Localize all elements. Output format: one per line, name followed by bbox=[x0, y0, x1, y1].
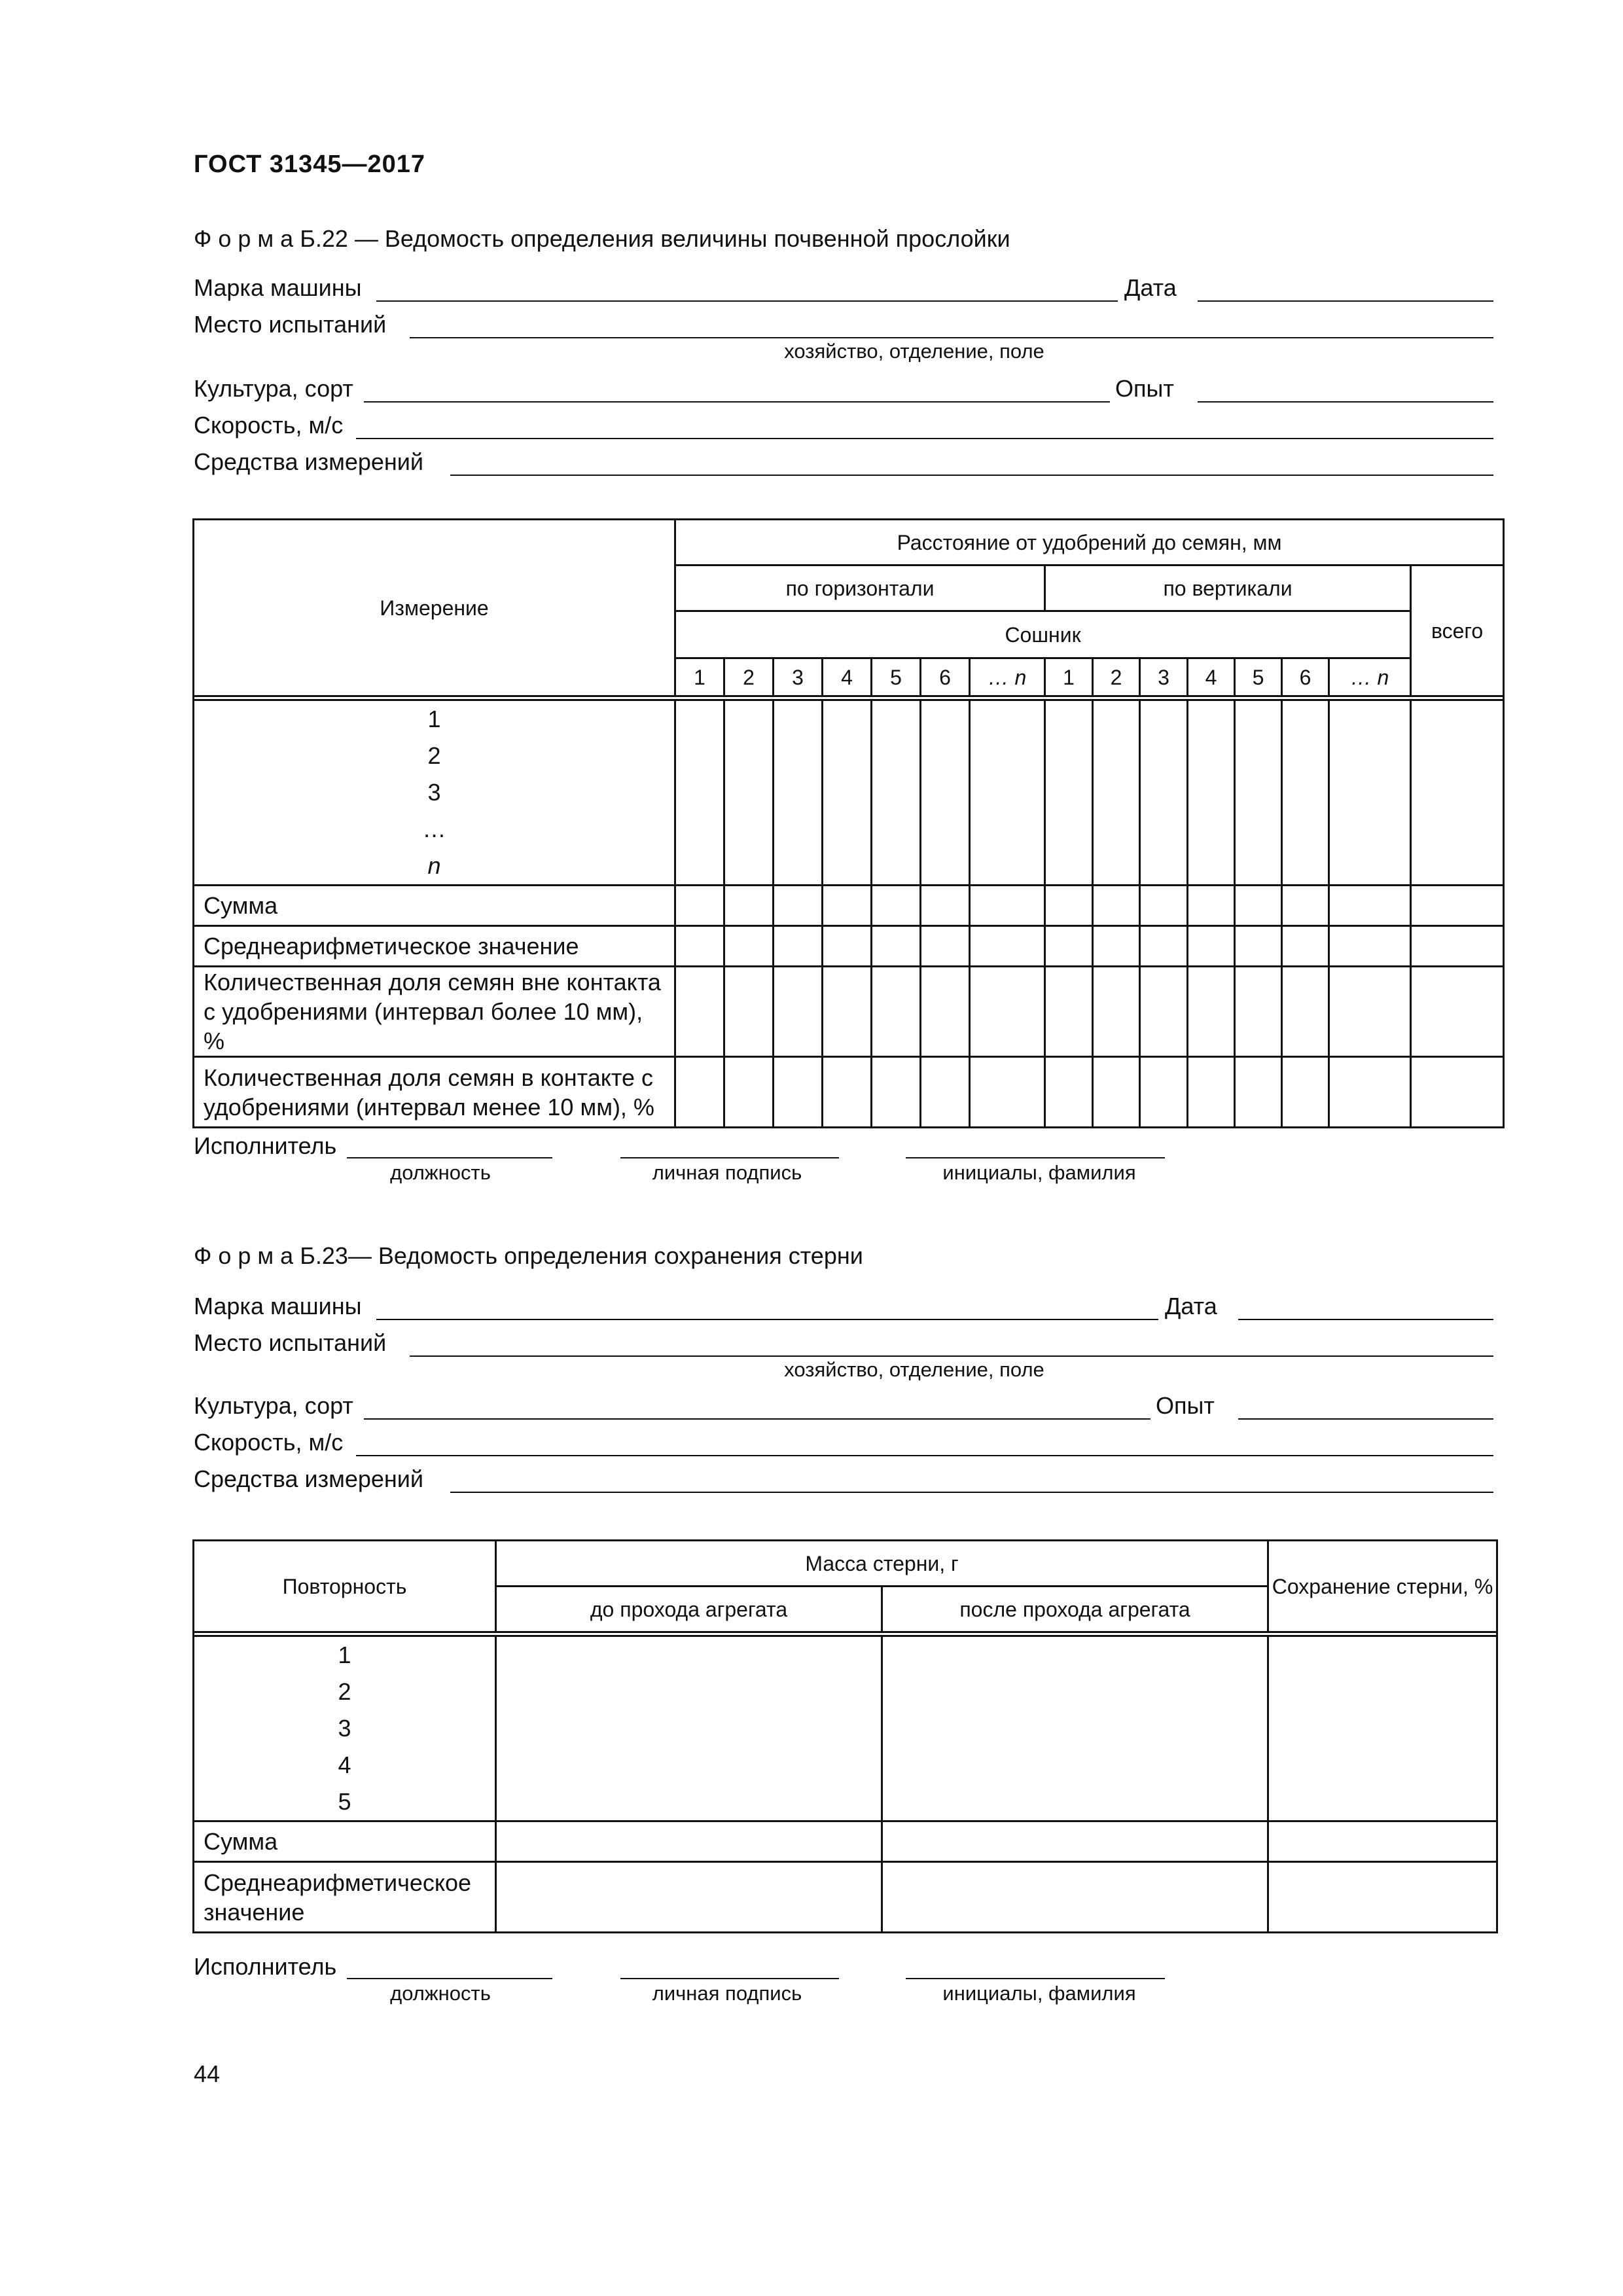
soil-layer-table bbox=[192, 518, 1505, 1128]
place-field-line[interactable] bbox=[410, 1355, 1493, 1357]
experiment-label: Опыт bbox=[1115, 375, 1174, 402]
input-cell[interactable] bbox=[1188, 886, 1235, 926]
input-cell[interactable] bbox=[496, 1821, 882, 1862]
speed-field-line[interactable] bbox=[356, 1455, 1493, 1456]
column-number: 1 bbox=[675, 658, 724, 696]
date-field-line[interactable] bbox=[1198, 300, 1493, 302]
input-cell[interactable] bbox=[823, 926, 872, 967]
instruments-field-line[interactable] bbox=[450, 1492, 1493, 1493]
culture-label: Культура, сорт bbox=[194, 375, 353, 402]
input-cell[interactable] bbox=[496, 1636, 882, 1821]
input-cell[interactable] bbox=[1188, 926, 1235, 967]
input-cell[interactable] bbox=[1093, 926, 1140, 967]
input-cell[interactable] bbox=[1140, 926, 1188, 967]
preserve-header: Сохранение стерни, % bbox=[1268, 1541, 1497, 1632]
input-cell[interactable] bbox=[921, 1057, 970, 1128]
row-number: 3 bbox=[427, 779, 441, 806]
stubble-table bbox=[192, 1539, 1498, 1933]
signature-caption: личная подпись bbox=[652, 1161, 802, 1184]
mean-row-label: Среднеарифметическое значение bbox=[194, 1862, 496, 1933]
name-caption: инициалы, фамилия bbox=[942, 1161, 1136, 1184]
input-cell[interactable] bbox=[1329, 926, 1411, 967]
row-number: n bbox=[427, 852, 441, 879]
input-cell[interactable] bbox=[882, 1821, 1268, 1862]
horizontal-header: по горизонтали bbox=[675, 565, 1045, 611]
input-cell[interactable] bbox=[774, 967, 823, 1057]
speed-label: Скорость, м/с bbox=[194, 412, 344, 439]
input-cell[interactable] bbox=[970, 967, 1045, 1057]
input-cell[interactable] bbox=[970, 886, 1045, 926]
column-number: 5 bbox=[872, 658, 921, 696]
machine-label: Марка машины bbox=[194, 1293, 362, 1319]
date-label: Дата bbox=[1165, 1293, 1217, 1319]
vertical-header: по вертикали bbox=[1045, 565, 1411, 611]
input-cell[interactable] bbox=[675, 926, 724, 967]
input-cell[interactable] bbox=[921, 926, 970, 967]
input-cell[interactable] bbox=[970, 700, 1045, 886]
position-line[interactable] bbox=[347, 1978, 552, 1979]
culture-field-line[interactable] bbox=[364, 401, 1110, 403]
input-cell[interactable] bbox=[1411, 1057, 1504, 1128]
input-cell[interactable] bbox=[1093, 886, 1140, 926]
executor-label: Исполнитель bbox=[194, 1953, 337, 1980]
executor-label: Исполнитель bbox=[194, 1132, 337, 1159]
input-cell[interactable] bbox=[1329, 886, 1411, 926]
place-field-line[interactable] bbox=[410, 337, 1493, 338]
input-cell[interactable] bbox=[882, 1636, 1268, 1821]
input-cell[interactable] bbox=[823, 967, 872, 1057]
instruments-label: Средства измерений bbox=[194, 448, 424, 475]
column-number: 2 bbox=[724, 658, 774, 696]
input-cell[interactable] bbox=[1188, 700, 1235, 886]
inside-contact-row-label: Количественная доля семян в контакте с удобрениями (интервал менее 10 мм), % bbox=[194, 1057, 675, 1128]
input-cell[interactable] bbox=[774, 886, 823, 926]
machine-field-line[interactable] bbox=[376, 300, 1118, 302]
input-cell[interactable] bbox=[1093, 700, 1140, 886]
input-cell[interactable] bbox=[921, 886, 970, 926]
name-line[interactable] bbox=[906, 1978, 1165, 1979]
repeat-header: Повторность bbox=[194, 1541, 496, 1632]
instruments-field-line[interactable] bbox=[450, 475, 1493, 476]
row-number: 2 bbox=[338, 1678, 351, 1705]
input-cell[interactable] bbox=[1045, 967, 1093, 1057]
date-label: Дата bbox=[1124, 274, 1177, 301]
total-header: всего bbox=[1411, 565, 1504, 696]
page-number: 44 bbox=[194, 2060, 221, 2087]
machine-label: Марка машины bbox=[194, 274, 362, 301]
input-cell[interactable] bbox=[1411, 967, 1504, 1057]
speed-label: Скорость, м/с bbox=[194, 1429, 344, 1456]
before-header: до прохода агрегата bbox=[496, 1587, 882, 1632]
row-number: 1 bbox=[427, 706, 441, 732]
column-number: 4 bbox=[1188, 658, 1235, 696]
input-cell[interactable] bbox=[823, 886, 872, 926]
repeat-numbers-cell bbox=[194, 1636, 496, 1821]
row-number: 2 bbox=[427, 742, 441, 769]
outside-contact-row-label: Количественная доля семян вне контакта с удобрениями (интервал более 10 мм), % bbox=[194, 967, 675, 1057]
input-cell[interactable] bbox=[872, 886, 921, 926]
measure-header: Измерение bbox=[194, 520, 675, 696]
input-cell[interactable] bbox=[921, 967, 970, 1057]
row-number: 3 bbox=[338, 1715, 351, 1742]
place-label: Место испытаний bbox=[194, 311, 387, 338]
input-cell[interactable] bbox=[872, 967, 921, 1057]
measurement-numbers-cell bbox=[194, 700, 675, 886]
machine-field-line[interactable] bbox=[376, 1319, 1158, 1320]
input-cell[interactable] bbox=[1282, 967, 1329, 1057]
input-cell[interactable] bbox=[724, 1057, 774, 1128]
mean-row-label: Среднеарифметическое значение bbox=[194, 926, 675, 967]
column-number: 1 bbox=[1045, 658, 1093, 696]
input-cell[interactable] bbox=[675, 967, 724, 1057]
column-number: … n bbox=[1329, 658, 1411, 696]
column-number: 5 bbox=[1235, 658, 1282, 696]
input-cell[interactable] bbox=[774, 1057, 823, 1128]
input-cell[interactable] bbox=[724, 700, 774, 886]
place-hint: хозяйство, отделение, поле bbox=[784, 340, 1044, 363]
input-cell[interactable] bbox=[675, 886, 724, 926]
input-cell[interactable] bbox=[1140, 967, 1188, 1057]
input-cell[interactable] bbox=[1235, 926, 1282, 967]
input-cell[interactable] bbox=[872, 700, 921, 886]
position-caption: должность bbox=[390, 1982, 491, 2005]
input-cell[interactable] bbox=[872, 1057, 921, 1128]
input-cell[interactable] bbox=[1268, 1636, 1497, 1821]
input-cell[interactable] bbox=[1268, 1862, 1497, 1933]
culture-label: Культура, сорт bbox=[194, 1392, 353, 1419]
input-cell[interactable] bbox=[1235, 886, 1282, 926]
column-number: … n bbox=[970, 658, 1045, 696]
date-field-line[interactable] bbox=[1238, 1319, 1493, 1320]
position-caption: должность bbox=[390, 1161, 491, 1184]
document-title: ГОСТ 31345—2017 bbox=[194, 151, 426, 178]
input-cell[interactable] bbox=[970, 926, 1045, 967]
culture-field-line[interactable] bbox=[364, 1418, 1150, 1420]
input-cell[interactable] bbox=[1329, 1057, 1411, 1128]
input-cell[interactable] bbox=[1140, 886, 1188, 926]
input-cell[interactable] bbox=[823, 1057, 872, 1128]
experiment-field-line[interactable] bbox=[1198, 401, 1493, 403]
input-cell[interactable] bbox=[1235, 1057, 1282, 1128]
mass-header: Масса стерни, г bbox=[496, 1541, 1268, 1587]
input-cell[interactable] bbox=[496, 1862, 882, 1933]
input-cell[interactable] bbox=[1282, 700, 1329, 886]
input-cell[interactable] bbox=[1411, 926, 1504, 967]
input-cell[interactable] bbox=[1045, 926, 1093, 967]
input-cell[interactable] bbox=[1045, 1057, 1093, 1128]
input-cell[interactable] bbox=[1329, 700, 1411, 886]
row-number: 5 bbox=[338, 1788, 351, 1815]
row-number: 1 bbox=[338, 1641, 351, 1668]
column-number: 4 bbox=[823, 658, 872, 696]
form-22-title: Ф о р м а Б.22 — Ведомость определения величины почвенной прослойки bbox=[194, 225, 1010, 252]
input-cell[interactable] bbox=[1093, 967, 1140, 1057]
column-number: 3 bbox=[774, 658, 823, 696]
experiment-field-line[interactable] bbox=[1238, 1418, 1493, 1420]
input-cell[interactable] bbox=[1045, 886, 1093, 926]
input-cell[interactable] bbox=[1140, 1057, 1188, 1128]
instruments-label: Средства измерений bbox=[194, 1465, 424, 1492]
signature-caption: личная подпись bbox=[652, 1982, 802, 2005]
input-cell[interactable] bbox=[1235, 700, 1282, 886]
experiment-label: Опыт bbox=[1156, 1392, 1215, 1419]
coulter-header: Сошник bbox=[675, 611, 1411, 658]
signature-line[interactable] bbox=[620, 1157, 839, 1158]
input-cell[interactable] bbox=[1329, 967, 1411, 1057]
input-cell[interactable] bbox=[1093, 1057, 1140, 1128]
signature-line[interactable] bbox=[620, 1978, 839, 1979]
column-number: 6 bbox=[1282, 658, 1329, 696]
name-line[interactable] bbox=[906, 1157, 1165, 1158]
after-header: после прохода агрегата bbox=[882, 1587, 1268, 1632]
sum-row-label: Сумма bbox=[194, 886, 675, 926]
input-cell[interactable] bbox=[724, 926, 774, 967]
name-caption: инициалы, фамилия bbox=[942, 1982, 1136, 2005]
row-number: … bbox=[422, 816, 446, 842]
input-cell[interactable] bbox=[1411, 886, 1504, 926]
input-cell[interactable] bbox=[882, 1862, 1268, 1933]
input-cell[interactable] bbox=[1282, 1057, 1329, 1128]
input-cell[interactable] bbox=[675, 700, 724, 886]
input-cell[interactable] bbox=[1188, 1057, 1235, 1128]
input-cell[interactable] bbox=[675, 1057, 724, 1128]
input-cell[interactable] bbox=[1411, 700, 1504, 886]
input-cell[interactable] bbox=[823, 700, 872, 886]
input-cell[interactable] bbox=[1282, 926, 1329, 967]
form-23-title: Ф о р м а Б.23— Ведомость определения сохранения стерни bbox=[194, 1242, 863, 1269]
input-cell[interactable] bbox=[1045, 700, 1093, 886]
input-cell[interactable] bbox=[1282, 886, 1329, 926]
input-cell[interactable] bbox=[774, 700, 823, 886]
input-cell[interactable] bbox=[1235, 967, 1282, 1057]
speed-field-line[interactable] bbox=[356, 438, 1493, 439]
input-cell[interactable] bbox=[724, 967, 774, 1057]
input-cell[interactable] bbox=[1188, 967, 1235, 1057]
column-number: 3 bbox=[1140, 658, 1188, 696]
column-number: 6 bbox=[921, 658, 970, 696]
input-cell[interactable] bbox=[724, 886, 774, 926]
sum-row-label: Сумма bbox=[194, 1821, 496, 1862]
place-hint: хозяйство, отделение, поле bbox=[784, 1358, 1044, 1381]
distance-header: Расстояние от удобрений до семян, мм bbox=[675, 520, 1504, 565]
column-number: 2 bbox=[1093, 658, 1140, 696]
row-number: 4 bbox=[338, 1751, 351, 1778]
input-cell[interactable] bbox=[970, 1057, 1045, 1128]
input-cell[interactable] bbox=[774, 926, 823, 967]
input-cell[interactable] bbox=[872, 926, 921, 967]
input-cell[interactable] bbox=[1268, 1821, 1497, 1862]
input-cell[interactable] bbox=[921, 700, 970, 886]
place-label: Место испытаний bbox=[194, 1329, 387, 1356]
position-line[interactable] bbox=[347, 1157, 552, 1158]
input-cell[interactable] bbox=[1140, 700, 1188, 886]
